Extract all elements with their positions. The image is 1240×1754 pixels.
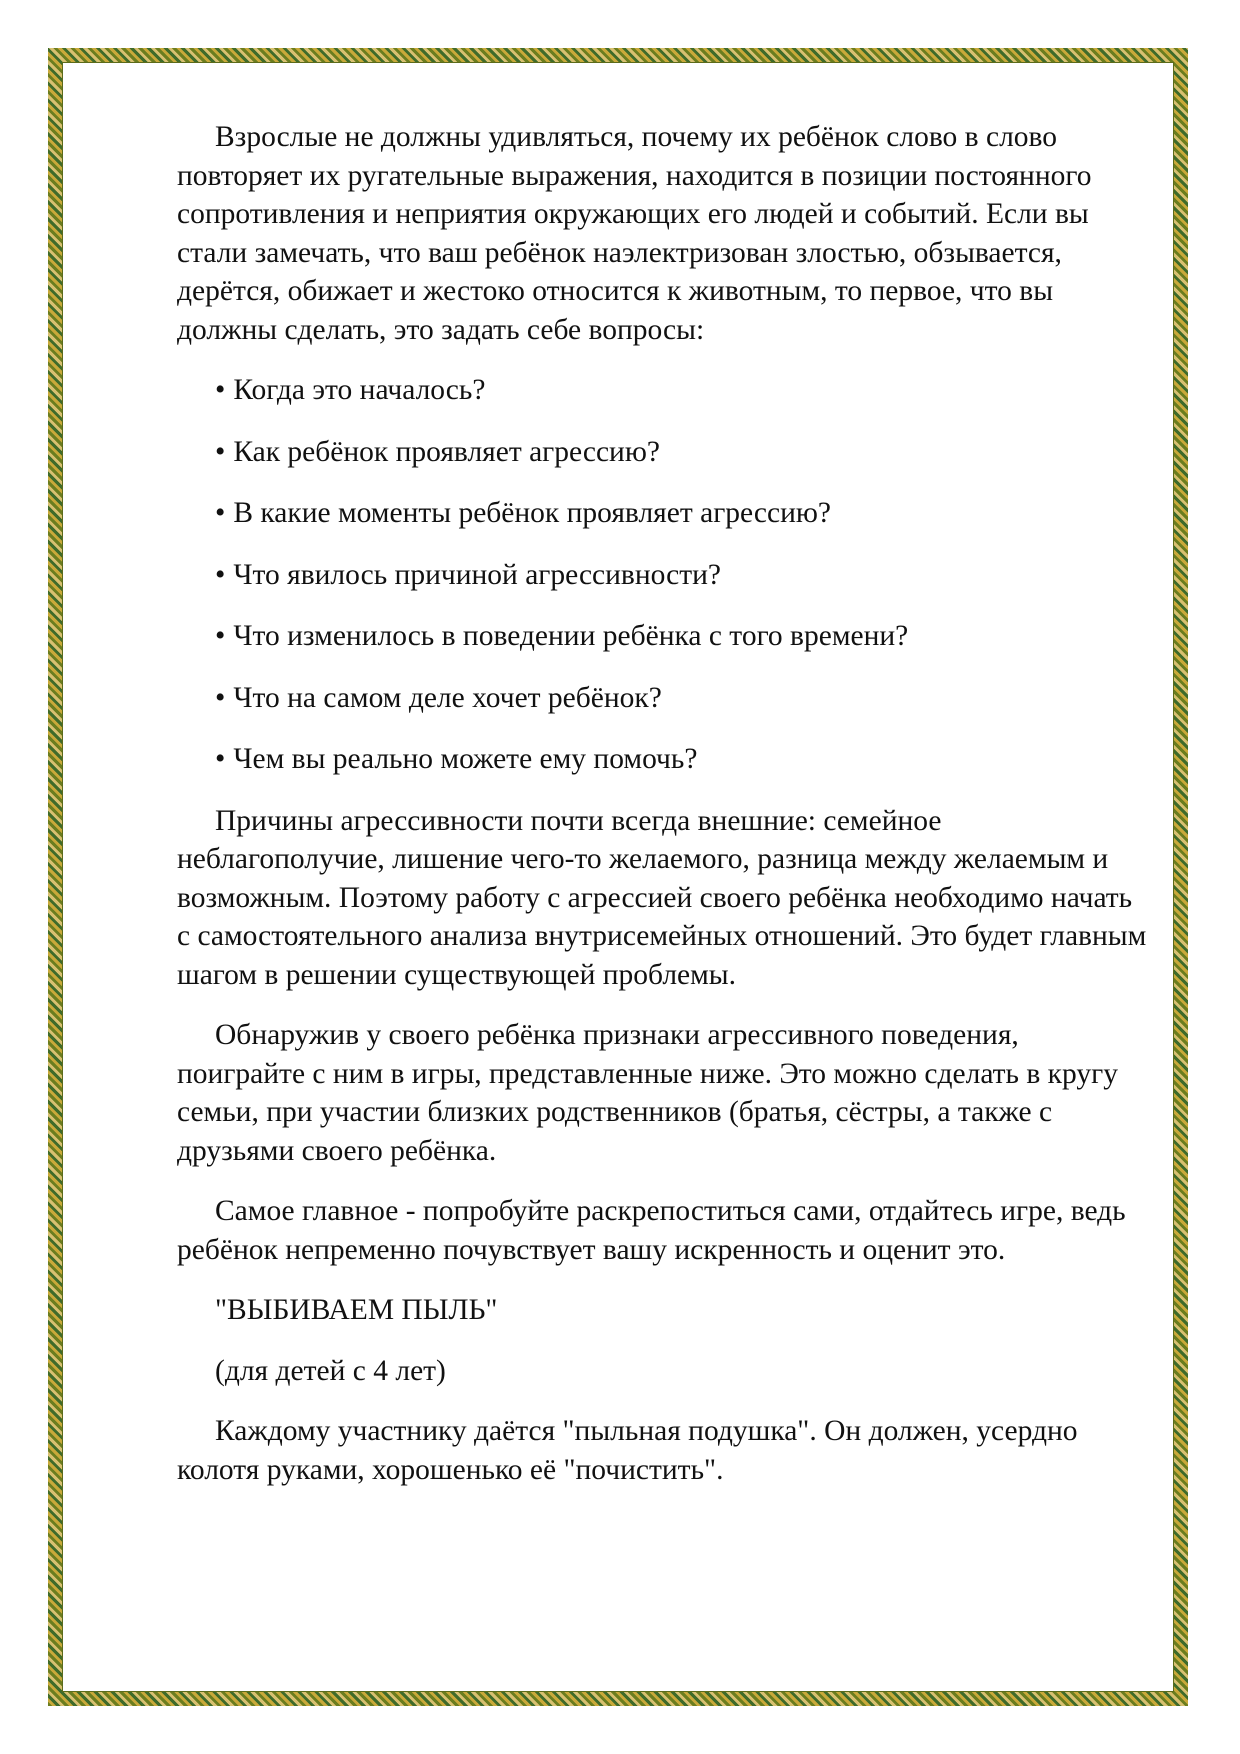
list-item: • Что явилось причиной агрессивности? [215,556,1147,595]
bullet-icon: • [215,374,226,406]
game-title: "ВЫБИВАЕМ ПЫЛЬ" [215,1294,498,1326]
list-item: • Чем вы реально можете ему помочь? [215,740,1147,779]
list-item: • Как ребёнок проявляет агрессию? [215,433,1147,472]
causes-paragraph: Причины агрессивности почти всегда внешние: семейное неблагополучие, лишение чего-то желаемого, разница между желаемым и возможным. Поэтому работу с агрессией своего ребёнка необходимо начать с самостоятельного анализа внутрисемейных отношений. Это будет главным шагом в решении существующей проблемы. [177,804,1147,991]
game-age: (для детей с 4 лет) [215,1354,446,1387]
bullet-icon: • [215,681,226,714]
intro-paragraph: Взрослые не должны удивляться, почему их ребёнок слово в слово повторяет их ругательные выражения, находится в позиции постоянного сопротивления и неприятия окружающих его людей и событий. Если вы стали замечать, что ваш ребёнок наэлектризован злостью, обзывается, дерётся, обижает и жестоко относится к животным, то первое, что вы должны сделать, это задать себе вопросы: [177,121,1092,346]
main-advice-paragraph: Самое главное - попробуйте раскрепоститься сами, отдайтесь игре, ведь ребёнок непременно почувствует вашу искренность и оценит это. [177,1195,1126,1266]
bullet-icon: • [215,558,226,591]
bullet-icon: • [215,620,226,652]
document-body [177,118,1147,1511]
list-item: • Что изменилось в поведении ребёнка с того времени? [215,617,1147,656]
bullet-icon: • [215,497,226,529]
games-paragraph: Обнаружив у своего ребёнка признаки агрессивного поведения, поиграйте с ним в игры, представленные ниже. Это можно сделать в кругу семьи, при участии близких родственников (братья, сёстры, а также с друзьями своего ребёнка. [177,1019,1118,1167]
bullet-icon: • [215,743,226,775]
game-description: Каждому участнику даётся "пыльная подушка". Он должен, усердно колотя руками, хорошенько её "почистить". [177,1415,1078,1486]
questions-list [177,371,1147,779]
bullet-icon: • [215,435,226,468]
list-item: • Когда это началось? [215,371,1147,410]
list-item: • В какие моменты ребёнок проявляет агрессию? [215,494,1147,533]
list-item: • Что на самом деле хочет ребёнок? [215,679,1147,718]
